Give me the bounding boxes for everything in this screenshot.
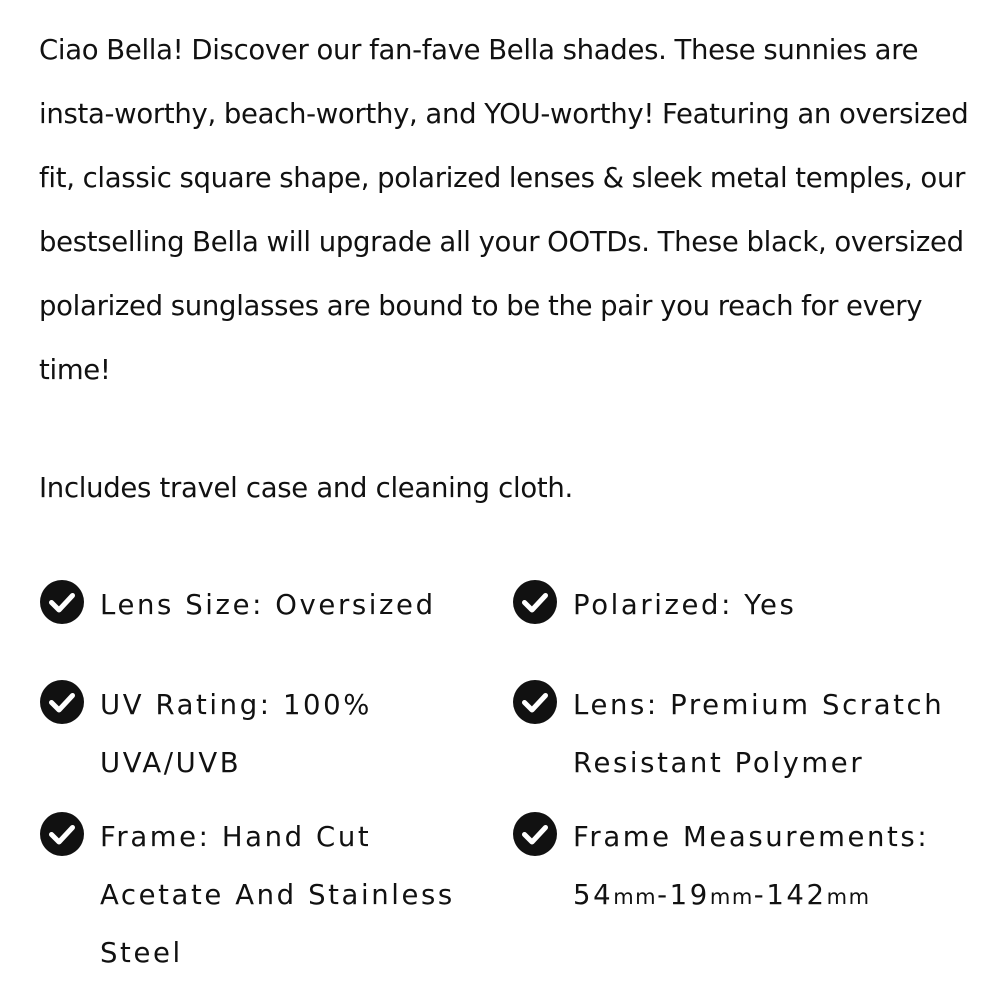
feature-text: Frame: Hand Cut Acetate And Stainless Steel [100, 821, 455, 969]
feature-text: Lens Size: Oversized [100, 589, 436, 621]
measurements-label: Frame Measurements: [573, 821, 930, 853]
feature-text: Polarized: Yes [573, 589, 797, 621]
bridge-value: 19 [669, 879, 710, 911]
check-circle-icon [40, 580, 84, 624]
feature-text: UV Rating: 100% UVA/UVB [100, 689, 372, 779]
lens-width-value: 54 [573, 879, 614, 911]
product-description: Ciao Bella! Discover our fan-fave Bella shades. These sunnies are insta-worthy, beach-worthy, and YOU-worthy! Featuring an oversized fit, classic square shape, polarized lenses & sleek metal temples, our bestselling Bella will upgrade all your OOTDs. These black, oversized polarized sunglasses are bound to be the pair you reach for every time! [39, 34, 969, 386]
check-circle-icon [513, 812, 557, 856]
feature-text: Lens: Premium Scratch Resistant Polymer [573, 689, 945, 779]
check-circle-icon [40, 812, 84, 856]
unit-label: mm [709, 885, 754, 909]
temple-value: 142 [766, 879, 827, 911]
check-circle-icon [513, 580, 557, 624]
check-circle-icon [40, 680, 84, 724]
check-circle-icon [513, 680, 557, 724]
unit-label: mm [826, 885, 871, 909]
includes-note: Includes travel case and cleaning cloth. [39, 472, 573, 504]
feature-text: Frame Measurements: 54mm-19mm-142mm [573, 821, 930, 911]
unit-label: mm [613, 885, 658, 909]
